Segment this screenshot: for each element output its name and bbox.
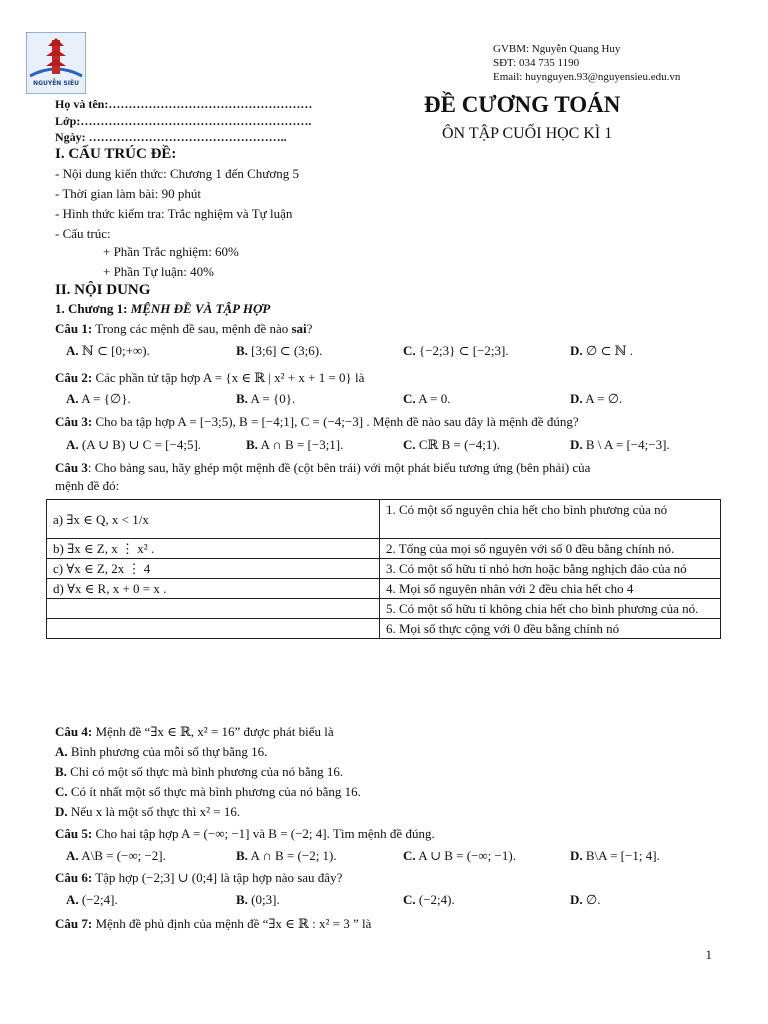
- q3-label: Câu 3:: [55, 414, 93, 429]
- q3-option-c: C. Cℝ B = (−4;1).: [403, 437, 500, 452]
- page-number: 1: [705, 947, 712, 962]
- teacher-phone: SĐT: 034 735 1190: [493, 57, 580, 69]
- table-row: [47, 559, 721, 579]
- q1-emphasis: sai: [291, 321, 307, 336]
- table-row: [47, 500, 721, 539]
- q7-stem: Mệnh đề phủ định của mệnh đề “∃x ∈ ℝ : x² = 3 ” là: [95, 916, 372, 931]
- q6-label: Câu 6:: [55, 870, 93, 885]
- section1-item-mc: + Phần Trắc nghiệm: 60%: [103, 244, 239, 259]
- q5-option-b: B. A ∩ B = (−2; 1).: [236, 848, 337, 863]
- q5-text: [55, 826, 435, 842]
- q4-stem: Mệnh đề “∃x ∈ ℝ, x² = 16” được phát biểu là: [95, 724, 334, 739]
- page-title: ĐỀ CƯƠNG TOÁN: [424, 92, 621, 117]
- q3b-label: Câu 3: [55, 460, 88, 475]
- q3-option-a: A. (A ∪ B) ∪ C = [−4;5].: [66, 437, 202, 452]
- q3b-stem: : Cho bảng sau, hãy ghép một mệnh đề (cột bên trái) với một phát biểu tương ứng (bên phải) của: [87, 460, 591, 475]
- q4-option-a: A. Bình phương của mỗi số thự bằng 16.: [55, 744, 268, 759]
- q6-option-a: A. (−2;4].: [66, 892, 118, 907]
- q5-label: Câu 5:: [55, 826, 93, 841]
- student-name-field: Họ và tên:……………………………………………: [55, 97, 313, 111]
- q3-option-d: D. B \ A = [−4;−3].: [570, 437, 670, 452]
- section1-item-content: - Nội dung kiến thức: Chương 1 đến Chương 5: [55, 166, 299, 181]
- q4-option-c: C. Có ít nhất một số thực mà bình phương của nó bằng 16.: [55, 784, 361, 799]
- q6-option-c: C. (−2;4).: [403, 892, 455, 907]
- student-class-field: Lớp:………………………………………………….: [55, 113, 312, 128]
- table-row: [47, 539, 721, 559]
- q2-option-a: A. A = {∅}.: [66, 391, 131, 406]
- q1-option-a: A. ℕ ⊂ [0;+∞).: [66, 343, 150, 358]
- q5-stem: Cho hai tập hợp A = (−∞; −1] và B = (−2; 4]. Tìm mệnh đề đúng.: [95, 826, 435, 841]
- q7-text: [55, 916, 371, 932]
- section1-item-structure: - Cấu trúc:: [55, 226, 111, 241]
- q2-text: [55, 370, 364, 386]
- svg-text:NGUYỄN SIÊU: NGUYỄN SIÊU: [33, 80, 79, 87]
- q3-option-b: B. A ∩ B = [−3;1].: [246, 437, 344, 452]
- school-logo: [26, 32, 86, 94]
- table-cell-left: [47, 599, 380, 619]
- table-cell-right: 5. Có một số hữu tỉ không chia hết cho bình phương của nó.: [380, 599, 721, 619]
- q2-option-c: C. A = 0.: [403, 391, 451, 406]
- q1-option-b: B. [3;6] ⊂ (3;6).: [236, 343, 323, 358]
- q4-option-d: D. Nếu x là một số thực thì x² = 16.: [55, 804, 241, 819]
- q6-option-b: B. (0;3].: [236, 892, 280, 907]
- q2-option-d: D. A = ∅.: [570, 391, 623, 406]
- table-row: [47, 579, 721, 599]
- table-cell-right: 2. Tổng của mọi số nguyên với số 0 đều bằng chính nó.: [380, 539, 721, 559]
- q1-label: Câu 1:: [55, 321, 93, 336]
- q4-label: Câu 4:: [55, 724, 93, 739]
- student-info: [55, 96, 312, 146]
- q4-option-b: B. Chỉ có một số thực mà bình phương của nó bằng 16.: [55, 764, 344, 779]
- teacher-name: GVBM: Nguyễn Quang Huy: [493, 43, 621, 55]
- q1-stem: Trong các mệnh đề sau, mệnh đề nào: [95, 321, 289, 336]
- student-date-field: Ngày: …………………………………………..: [55, 130, 287, 144]
- q1-option-d: D. ∅ ⊂ ℕ .: [570, 343, 633, 358]
- section1-item-time: - Thời gian làm bài: 90 phút: [55, 186, 202, 201]
- q3-stem: Cho ba tập hợp A = [−3;5), B = [−4;1], C = (−4;−3] . Mệnh đề nào sau đây là mệnh đề đúng?: [95, 414, 579, 429]
- q2-stem: Các phần tử tập hợp A = {x ∈ ℝ | x² + x + 1 = 0} là: [95, 370, 365, 385]
- q5-option-c: C. A ∪ B = (−∞; −1).: [403, 848, 516, 863]
- teacher-email: Email: huynguyen.93@nguyensieu.edu.vn: [493, 71, 681, 83]
- table-cell-right: 4. Mọi số nguyên nhân với 2 đều chia hết cho 4: [380, 579, 721, 599]
- table-cell-left: [47, 619, 380, 639]
- q6-stem: Tập hợp (−2;3] ∪ (0;4] là tập hợp nào sau đây?: [95, 870, 343, 885]
- q1-option-c: C. {−2;3} ⊂ [−2;3].: [403, 343, 509, 358]
- q1-end: ?: [306, 321, 313, 336]
- table-cell-right: 3. Có một số hữu tỉ nhỏ hơn hoặc bằng nghịch đảo của nó: [380, 559, 721, 579]
- table-cell-left: d) ∀x ∈ R, x + 0 = x .: [47, 579, 380, 599]
- page-subtitle: ÔN TẬP CUỐI HỌC KÌ 1: [442, 125, 613, 142]
- q6-option-d: D. ∅.: [570, 892, 601, 907]
- table-row: [47, 619, 721, 639]
- table-cell-right: 1. Có một số nguyên chia hết cho bình phương của nó: [380, 500, 721, 539]
- table-cell-left: a) ∃x ∈ Q, x < 1/x: [47, 500, 380, 539]
- q2-option-b: B. A = {0}.: [236, 391, 296, 406]
- table-row: [47, 599, 721, 619]
- q3b-text: [55, 460, 590, 476]
- q3-text: [55, 414, 579, 430]
- section1-item-essay: + Phần Tự luận: 40%: [103, 264, 214, 279]
- q1-text: [55, 321, 312, 337]
- chapter-title: MỆNH ĐỀ VÀ TẬP HỢP: [130, 301, 271, 316]
- chapter-heading: [55, 301, 270, 317]
- q3b-text2: mệnh đề đó:: [55, 478, 120, 493]
- table-cell-left: b) ∃x ∈ Z, x ⋮ x² .: [47, 539, 380, 559]
- section2-heading: II. NỘI DUNG: [55, 282, 151, 298]
- table-cell-left: c) ∀x ∈ Z, 2x ⋮ 4: [47, 559, 380, 579]
- q5-option-a: A. A\B = (−∞; −2].: [66, 848, 166, 863]
- section1-item-form: - Hình thức kiểm tra: Trắc nghiệm và Tự luận: [55, 206, 293, 221]
- matching-table: [46, 499, 721, 639]
- q7-label: Câu 7:: [55, 916, 93, 931]
- q6-text: [55, 870, 342, 886]
- section1-heading: I. CẤU TRÚC ĐỀ:: [55, 146, 177, 162]
- teacher-contact: [493, 42, 680, 84]
- q5-option-d: D. B\A = [−1; 4].: [570, 848, 660, 863]
- table-cell-right: 6. Mọi số thực cộng với 0 đều bằng chính nó: [380, 619, 721, 639]
- chapter-label: 1. Chương 1:: [55, 301, 128, 316]
- q2-label: Câu 2:: [55, 370, 93, 385]
- q4-text: [55, 724, 334, 740]
